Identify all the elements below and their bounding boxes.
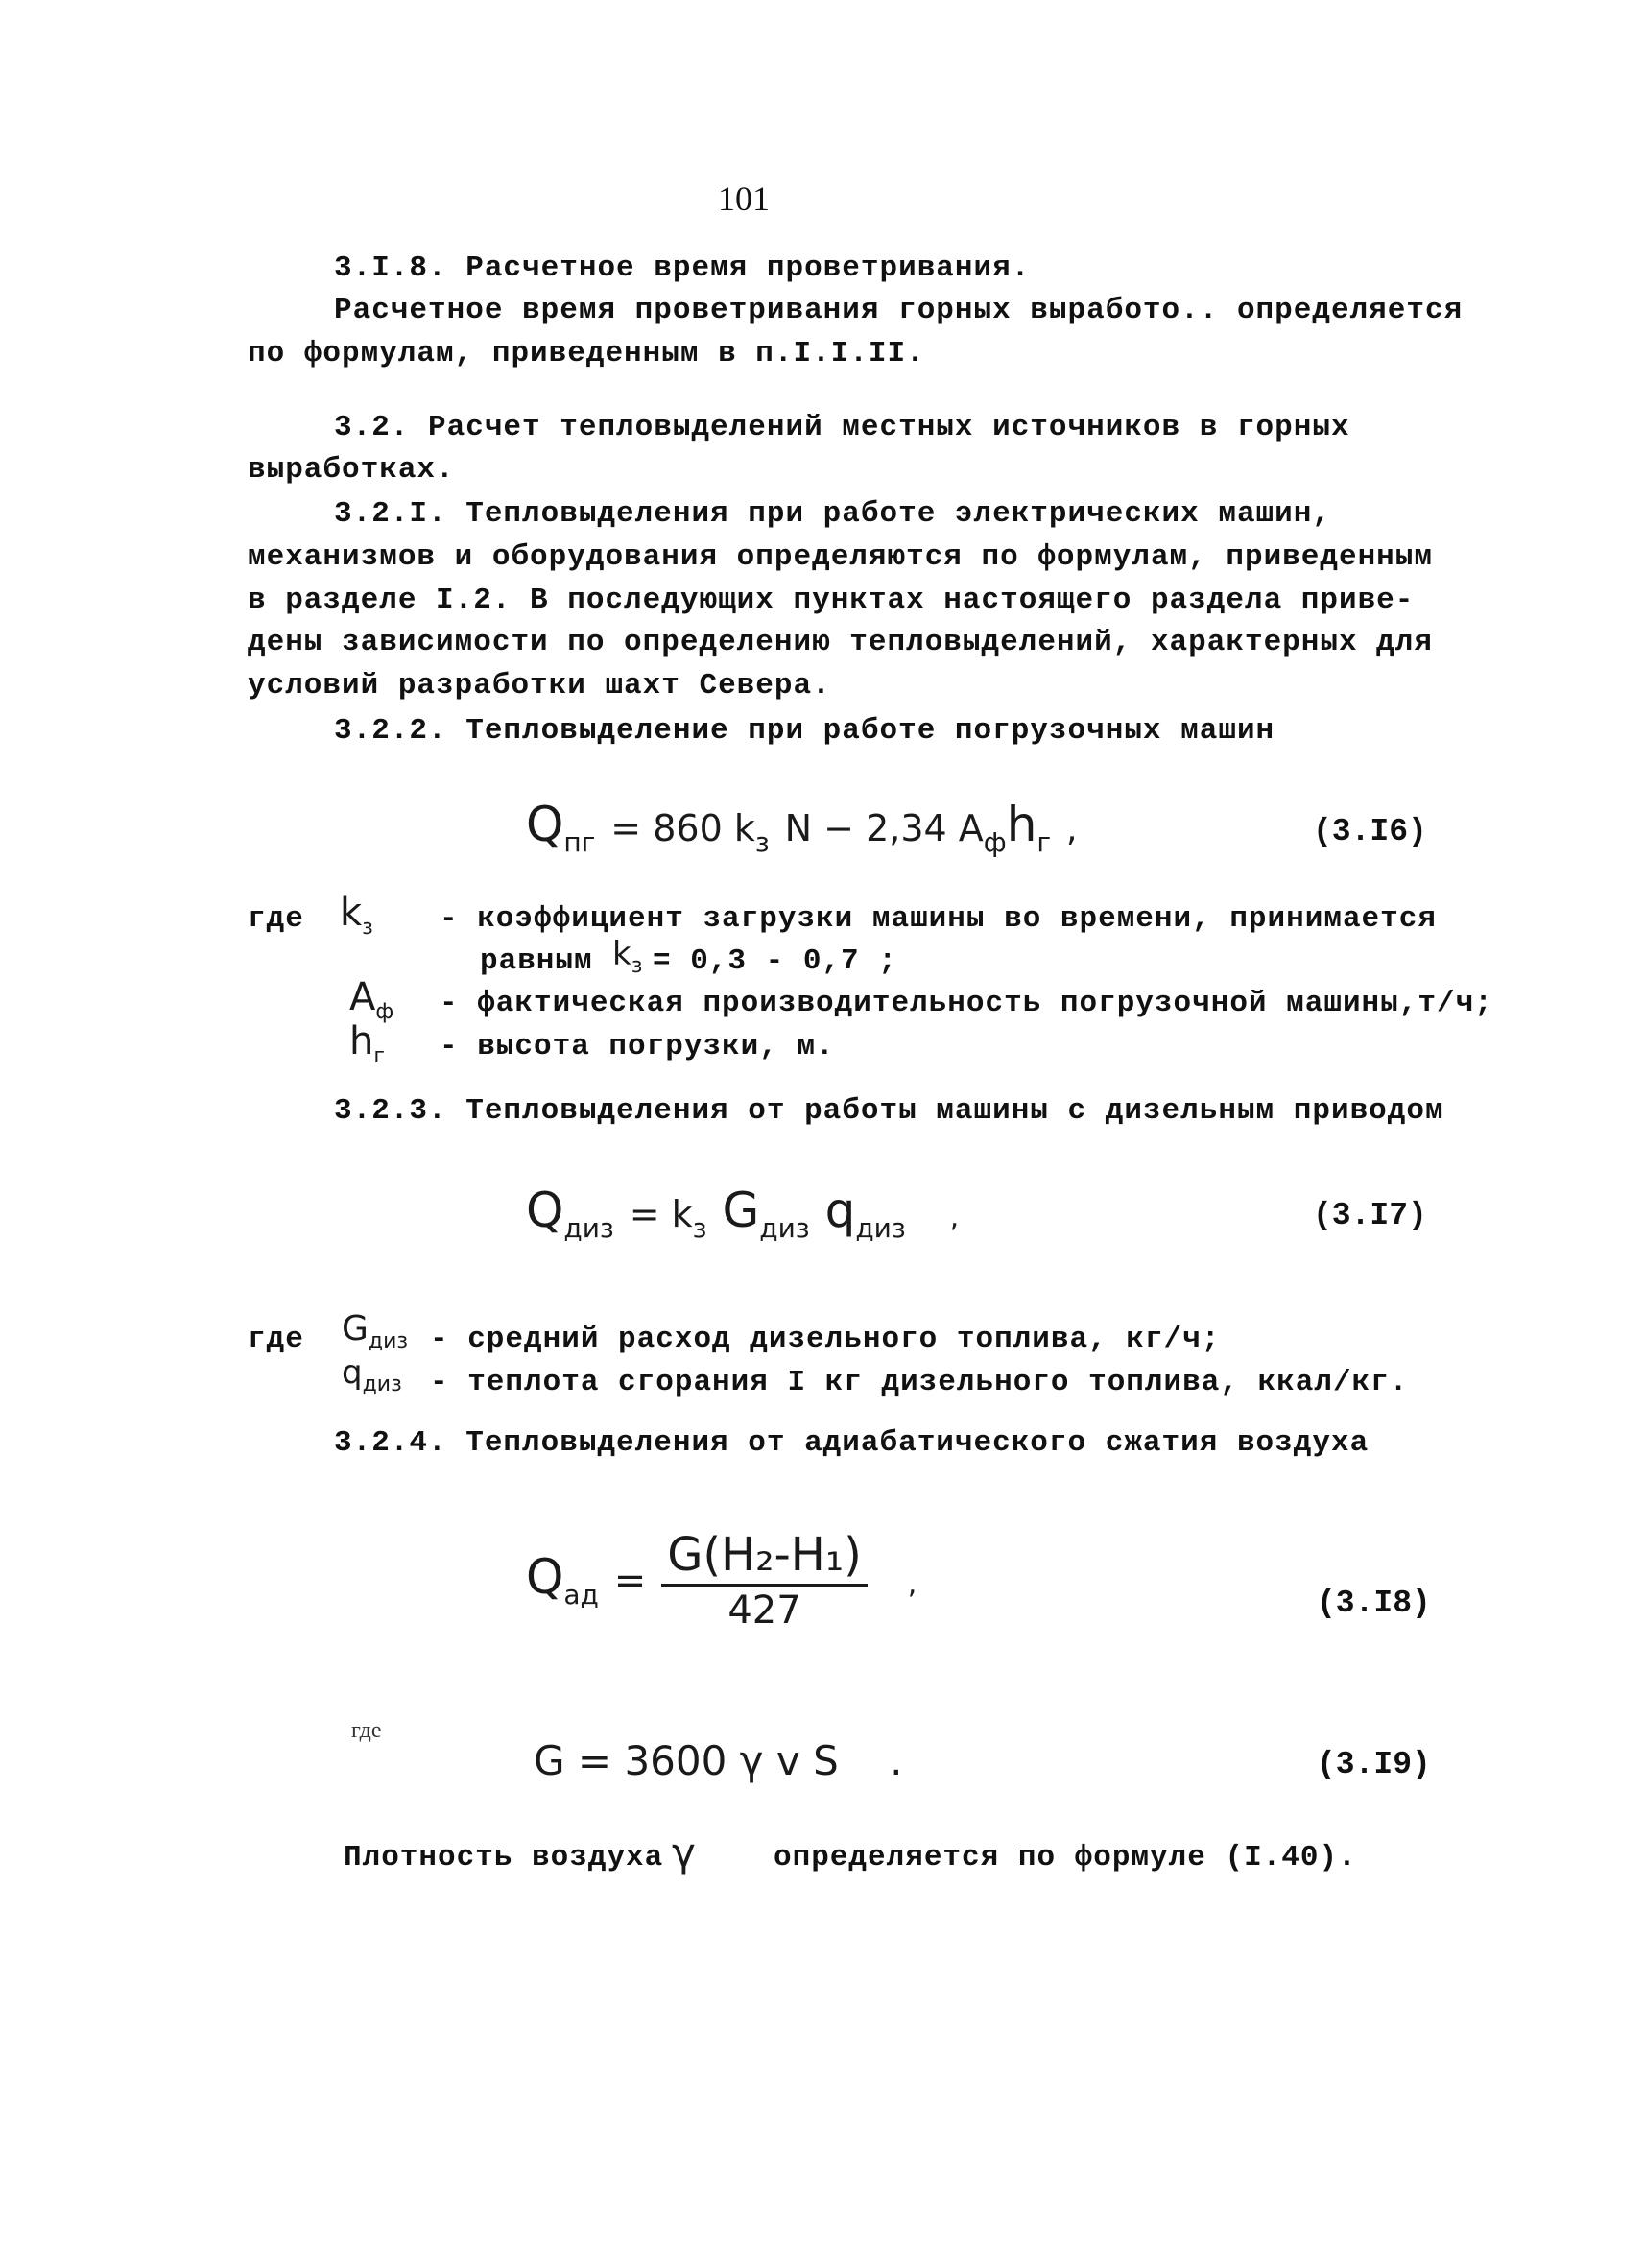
equation-number-3-19: (3.I9) — [1317, 1747, 1431, 1782]
symbol-g-diz — [342, 1309, 408, 1353]
formula-numerator: G(H₂-H₁) — [661, 1528, 868, 1587]
final-line-part-2: определяется по формуле (I.40). — [774, 1841, 1357, 1874]
formula-fraction — [661, 1528, 868, 1633]
where-label-316: где — [248, 902, 304, 936]
formula-dot: . — [890, 1737, 903, 1784]
formula-g: G — [722, 1182, 760, 1238]
symbol-h-sub: г — [373, 1044, 385, 1068]
definition-h: - высота погрузки, м. — [440, 1030, 835, 1063]
section-3-2-2-title: 3.2.2. Тепловыделение при работе погрузочных машин — [334, 714, 1275, 748]
section-3-2-1-line-4: дены зависимости по определению тепловыделений, характерных для — [248, 626, 1433, 659]
equation-number-3-16: (3.I6) — [1313, 814, 1427, 849]
where-label-319: где — [351, 1718, 382, 1743]
formula-eq: = — [613, 1559, 647, 1603]
formula-q: q — [824, 1182, 856, 1238]
definition-g: - средний расход дизельного топлива, кг/ч; — [430, 1323, 1221, 1356]
formula-q-sub: диз — [855, 1212, 906, 1244]
symbol-k-range-main: k — [612, 935, 631, 973]
page-number: 101 — [718, 179, 770, 218]
section-3-2-line-1: 3.2. Расчет тепловыделений местных источников в горных — [334, 411, 1350, 444]
section-3-1-8-title: 3.I.8. Расчетное время проветривания. — [334, 251, 1031, 285]
formula-comma: , — [949, 1201, 960, 1234]
formula-g-sub: диз — [759, 1212, 810, 1244]
symbol-a — [349, 975, 393, 1024]
symbol-a-sub: ф — [375, 1000, 394, 1024]
formula-rhs-tail: N − 2,34 A — [784, 807, 984, 849]
formula-k-sub: з — [692, 1212, 707, 1244]
symbol-k-main: k — [340, 891, 363, 935]
formula-3-17 — [526, 1182, 959, 1244]
formula-a-sub: ф — [983, 826, 1007, 858]
formula-comma: , — [1066, 810, 1078, 849]
section-3-2-1-line-1: 3.2.I. Тепловыделения при работе электрических машин, — [334, 497, 1331, 531]
equation-number-3-18: (3.I8) — [1317, 1586, 1431, 1621]
symbol-k-sub: з — [362, 916, 373, 940]
section-3-1-8-line-1: Расчетное время проветривания горных выработо.. определяется — [334, 294, 1464, 327]
section-3-2-1-line-2: механизмов и оборудования определяются по формулам, приведенным — [248, 540, 1433, 574]
final-line-part-1: Плотность воздуха — [344, 1841, 664, 1874]
symbol-a-main: A — [349, 975, 376, 1019]
definition-k-range: = 0,3 - 0,7 ; — [653, 944, 897, 978]
formula-lhs-sub: ад — [563, 1579, 599, 1611]
where-label-317: где — [248, 1323, 304, 1356]
formula-lhs-sub: диз — [563, 1212, 614, 1244]
symbol-g-main: G — [342, 1309, 369, 1349]
definition-k-line-2: равным — [480, 944, 593, 978]
formula-h-sub: г — [1036, 826, 1052, 858]
formula-k-sub: з — [754, 826, 770, 858]
symbol-q-diz — [342, 1353, 402, 1397]
formula-lhs: Q — [526, 1182, 564, 1238]
section-3-2-1-line-3: в разделе I.2. В последующих пунктах настоящего раздела приве- — [248, 584, 1415, 617]
section-3-2-3-title: 3.2.3. Тепловыделения от работы машины с дизельным приводом — [334, 1094, 1444, 1128]
formula-3-16 — [526, 797, 1077, 858]
equation-number-3-17: (3.I7) — [1313, 1198, 1427, 1233]
formula-comma: , — [907, 1567, 917, 1601]
formula-lhs: Q — [526, 797, 564, 852]
definition-a: - фактическая производительность погрузочной машины,т/ч; — [440, 987, 1493, 1020]
symbol-h-main: h — [349, 1019, 374, 1063]
formula-3-18 — [526, 1528, 917, 1633]
definition-q: - теплота сгорания I кг дизельного топлива, ккал/кг. — [430, 1366, 1409, 1399]
symbol-q-main: q — [342, 1353, 363, 1392]
symbol-k-range-sub: з — [631, 953, 643, 978]
gamma-symbol: γ — [672, 1829, 696, 1876]
section-3-1-8-line-2: по формулам, приведенным в п.I.I.II. — [248, 337, 925, 370]
formula-denominator: 427 — [727, 1588, 801, 1633]
symbol-k — [340, 891, 373, 940]
symbol-h — [349, 1019, 385, 1068]
symbol-k-range — [612, 935, 642, 978]
formula-lhs-sub: пг — [563, 826, 596, 858]
symbol-q-sub: диз — [362, 1372, 402, 1397]
symbol-g-sub: диз — [368, 1329, 409, 1354]
formula-expr: G = 3600 γ v S — [534, 1737, 839, 1784]
formula-lhs: Q — [526, 1549, 564, 1605]
formula-rhs: = 860 k — [610, 807, 755, 849]
section-3-2-4-title: 3.2.4. Тепловыделения от адиабатического сжатия воздуха — [334, 1426, 1370, 1460]
definition-k-line-1: - коэффициент загрузки машины во времени, принимается — [440, 902, 1437, 936]
formula-eq-k: = k — [629, 1193, 693, 1235]
section-3-2-1-line-5: условий разработки шахт Севера. — [248, 669, 831, 703]
formula-h: h — [1006, 797, 1037, 852]
formula-3-19 — [534, 1737, 902, 1784]
section-3-2-line-2: выработках. — [248, 453, 455, 487]
